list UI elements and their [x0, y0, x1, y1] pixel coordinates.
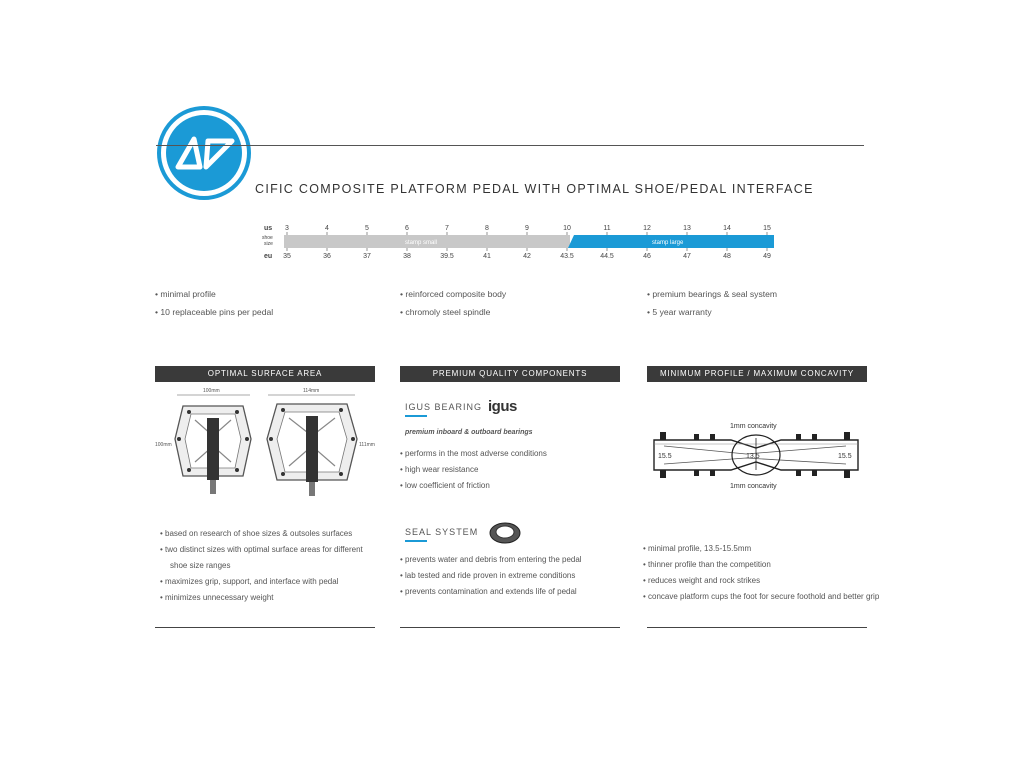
brand-triangle-logo-icon: [156, 105, 252, 201]
stamp-large-label: stamp large: [652, 240, 684, 246]
small-height-dim: 100mm: [155, 442, 172, 448]
seal-bullet: • lab tested and ride proven in extreme conditions: [400, 568, 625, 584]
eu-size-label: 37: [363, 253, 371, 260]
eu-row-label: eu: [264, 253, 273, 260]
large-pedal-icon: [267, 404, 357, 496]
seal-bullet: • prevents water and debris from entering the pedal: [400, 552, 625, 568]
bearing-bullet: • performs in the most adverse conditions: [400, 446, 620, 462]
small-width-dim: 100mm: [203, 388, 220, 394]
surface-bullet: • two distinct sizes with optimal surface areas for different: [160, 542, 375, 558]
seal-bullets: [400, 552, 625, 600]
seal-system-label: SEAL SYSTEM: [405, 527, 479, 537]
eu-size-label: 38: [403, 253, 411, 260]
surface-bullet-continuation: shoe size ranges: [170, 561, 231, 570]
igus-bearing-label: IGUS BEARING: [405, 402, 483, 412]
seal-system-title: [405, 527, 478, 542]
us-size-label: 15: [763, 225, 771, 232]
us-size-label: 10: [563, 225, 571, 232]
feature-item: • premium bearings & seal system: [647, 285, 777, 303]
eu-size-label: 44.5: [600, 253, 614, 260]
bearing-bullet: • low coefficient of friction: [400, 478, 620, 494]
concavity-bottom-label: 1mm concavity: [730, 483, 777, 490]
feature-item: • reinforced composite body: [400, 285, 506, 303]
igus-tagline: premium inboard & outboard bearings: [405, 429, 533, 436]
large-height-dim: 111mm: [359, 442, 375, 448]
shoe-size-chart: [250, 218, 790, 268]
us-size-label: 14: [723, 225, 731, 232]
eu-size-label: 43.5: [560, 253, 574, 260]
bearing-bullet: • high wear resistance: [400, 462, 620, 478]
surface-bullet: • based on research of shoe sizes & outsoles surfaces: [160, 526, 375, 542]
us-size-label: 6: [405, 225, 409, 232]
profile-section-rule: [647, 627, 867, 628]
feature-list-2: [400, 285, 506, 321]
us-size-label: 11: [603, 225, 611, 232]
seal-bullet: • prevents contamination and extends life of pedal: [400, 584, 625, 600]
eu-size-label: 42: [523, 253, 531, 260]
profile-bullet: • minimal profile, 13.5-15.5mm: [643, 541, 883, 557]
profile-bullet: • reduces weight and rock strikes: [643, 573, 883, 589]
us-size-label: 9: [525, 225, 529, 232]
igus-bearing-title: [405, 402, 482, 417]
dim-center: 13.5: [746, 453, 760, 460]
us-row-label: us: [264, 225, 273, 232]
page-title: CIFIC COMPOSITE PLATFORM PEDAL WITH OPTIMAL SHOE/PEDAL INTERFACE: [255, 182, 814, 196]
feature-item: • 5 year warranty: [647, 303, 777, 321]
us-size-label: 13: [683, 225, 691, 232]
seal-ring-icon: [488, 520, 522, 546]
bearing-bullets: [400, 446, 620, 494]
feature-list-3: [647, 285, 777, 321]
concavity-top-label: 1mm concavity: [730, 423, 777, 430]
feature-item: • minimal profile: [155, 285, 273, 303]
pedal-sizes-illustration: [155, 384, 375, 504]
igus-logo: igus: [488, 398, 517, 415]
eu-size-label: 41: [483, 253, 491, 260]
us-size-label: 7: [445, 225, 449, 232]
surface-bullets: [160, 526, 375, 606]
profile-cross-section-illustration: [636, 418, 876, 494]
eu-size-label: 36: [323, 253, 331, 260]
eu-size-label: 48: [723, 253, 731, 260]
us-size-label: 8: [485, 225, 489, 232]
eu-size-label: 47: [683, 253, 691, 260]
small-pedal-icon: [175, 406, 251, 494]
large-width-dim: 114mm: [303, 388, 320, 394]
dim-right: 15.5: [838, 453, 852, 460]
eu-size-label: 35: [283, 253, 291, 260]
dim-left: 15.5: [658, 453, 672, 460]
feature-list-1: [155, 285, 273, 321]
surface-bullet: • minimizes unnecessary weight: [160, 590, 375, 606]
profile-bullet: • concave platform cups the foot for secure foothold and better grip: [643, 589, 883, 605]
profile-bullets: [643, 541, 883, 605]
shoe-size-row-label: shoe size: [262, 235, 273, 247]
surface-section-rule: [155, 627, 375, 628]
us-size-label: 3: [285, 225, 289, 232]
surface-section-header: OPTIMAL SURFACE AREA: [155, 366, 375, 382]
eu-size-label: 39.5: [440, 253, 454, 260]
feature-item: • 10 replaceable pins per pedal: [155, 303, 273, 321]
eu-size-label: 46: [643, 253, 651, 260]
surface-bullet: • maximizes grip, support, and interface with pedal: [160, 574, 375, 590]
profile-bullet: • thinner profile than the competition: [643, 557, 883, 573]
feature-item: • chromoly steel spindle: [400, 303, 506, 321]
eu-size-label: 49: [763, 253, 771, 260]
us-size-label: 12: [643, 225, 651, 232]
us-size-label: 5: [365, 225, 369, 232]
us-size-label: 4: [325, 225, 329, 232]
stamp-small-label: stamp small: [405, 240, 438, 246]
components-section-rule: [400, 627, 620, 628]
profile-section-header: MINIMUM PROFILE / MAXIMUM CONCAVITY: [647, 366, 867, 382]
header-rule: [156, 145, 864, 146]
components-section-header: PREMIUM QUALITY COMPONENTS: [400, 366, 620, 382]
